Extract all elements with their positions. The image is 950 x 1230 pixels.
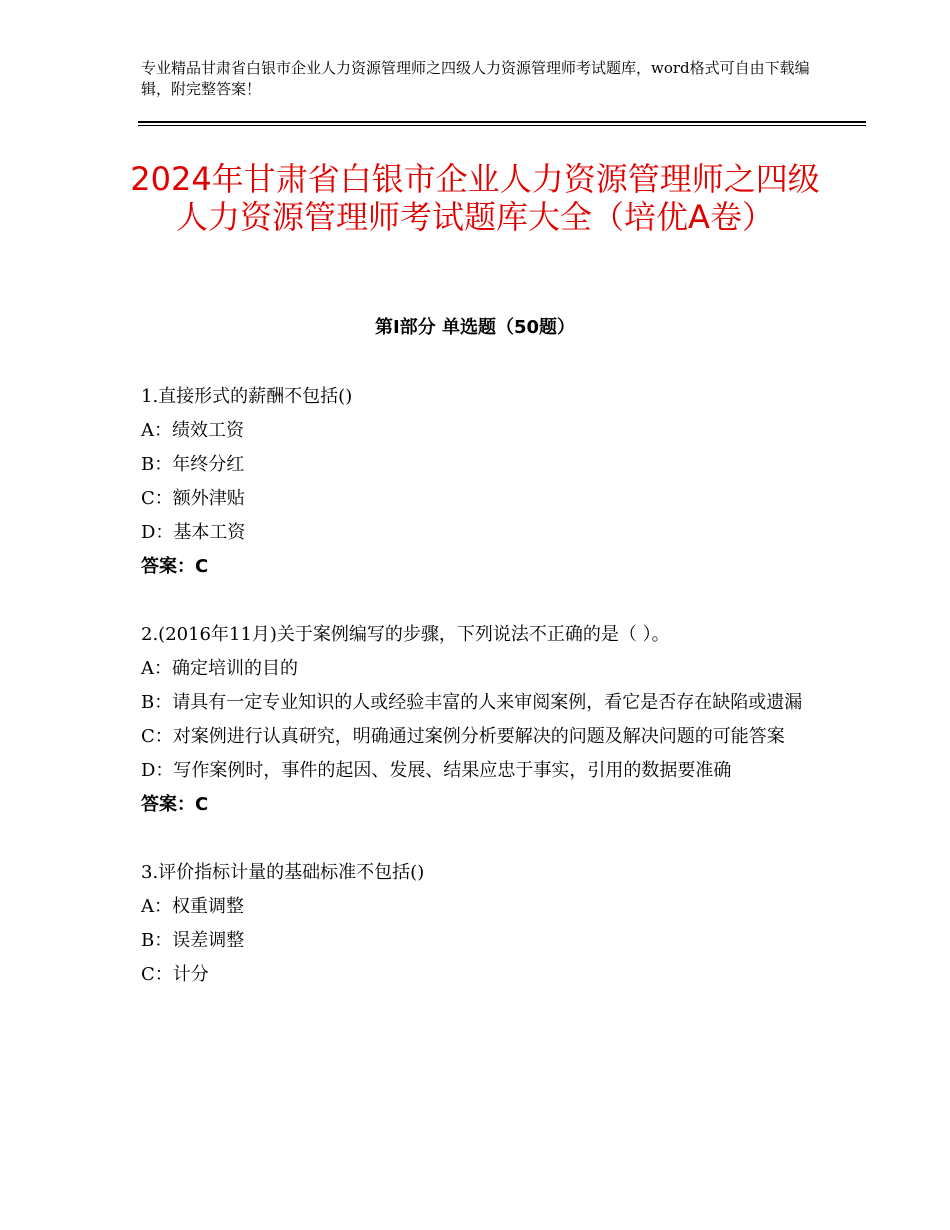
option-d: D：基本工资 — [141, 522, 246, 543]
option-a: A：确定培训的目的 — [141, 658, 298, 679]
option-a: A：绩效工资 — [141, 420, 244, 441]
section-title: 第Ⅰ部分 单选题（50题） — [374, 317, 575, 338]
document-title: 2024年甘肃省白银市企业人力资源管理师之四级人力资源管理师考试题库大全（培优A卷） — [130, 160, 820, 236]
option-b: B：误差调整 — [141, 930, 245, 951]
option-b: B：年终分红 — [141, 454, 245, 475]
question-stem: 2.(2016年11月)关于案例编写的步骤，下列说法不正确的是（ ）。 — [141, 624, 670, 645]
option-c: C：计分 — [141, 964, 209, 985]
answer: 答案：C — [141, 556, 209, 577]
answer: 答案：C — [141, 794, 209, 815]
option-d: D：写作案例时，事件的起因、发展、结果应忠于事实，引用的数据要准确 — [141, 760, 732, 781]
question-stem: 1.直接形式的薪酬不包括() — [141, 386, 353, 407]
option-a: A：权重调整 — [141, 896, 244, 917]
question-1 — [141, 380, 811, 584]
header-rule-thin — [138, 125, 866, 126]
question-2 — [141, 618, 811, 822]
question-list — [141, 380, 811, 1026]
header-note: 专业精品甘肃省白银市企业人力资源管理师之四级人力资源管理师考试题库，word格式可自由下载编辑，附完整答案！ — [141, 59, 810, 98]
question-3 — [141, 856, 811, 992]
option-c: C：额外津贴 — [141, 488, 245, 509]
question-stem: 3.评价指标计量的基础标准不包括() — [141, 862, 425, 883]
header-rule-thick — [138, 121, 866, 123]
option-c: C：对案例进行认真研究，明确通过案例分析要解决的问题及解决问题的可能答案 — [141, 726, 785, 747]
option-b: B：请具有一定专业知识的人或经验丰富的人来审阅案例，看它是否存在缺陷或遗漏 — [141, 692, 803, 713]
